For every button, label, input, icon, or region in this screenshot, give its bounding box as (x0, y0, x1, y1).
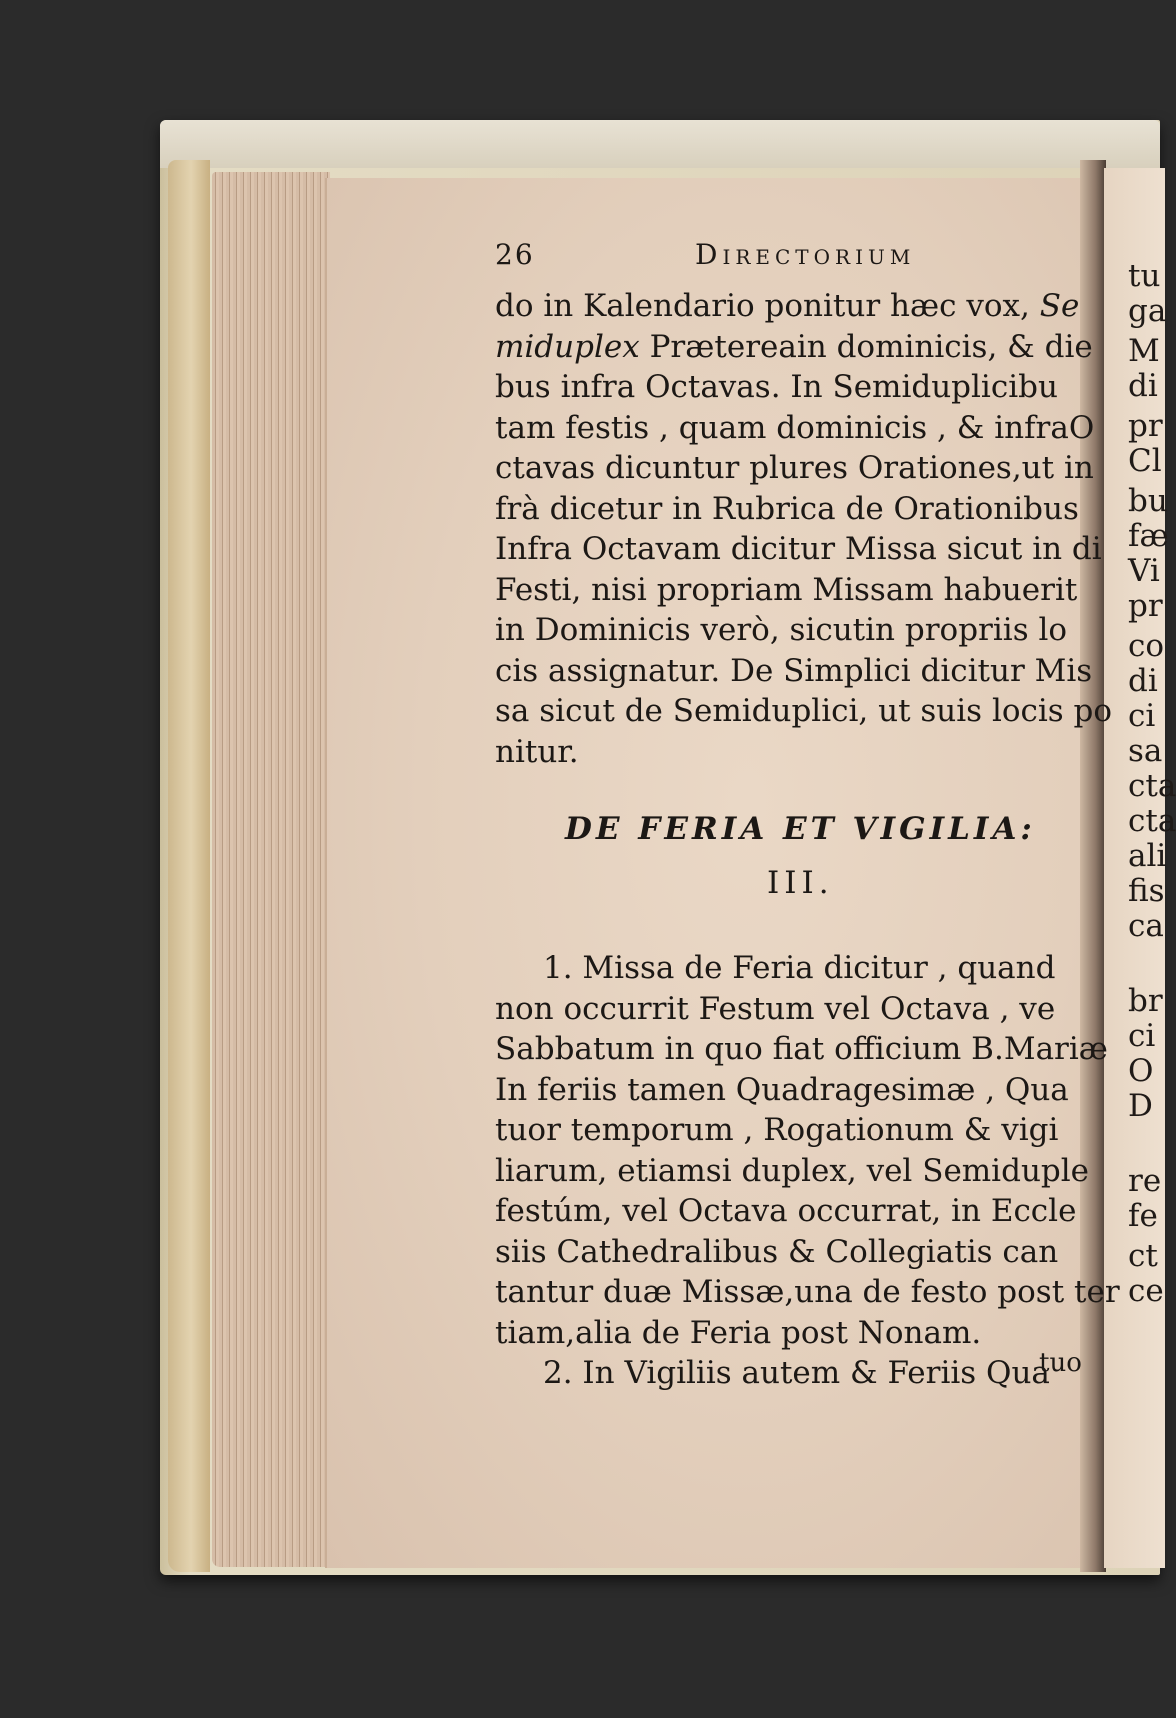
facing-line-fragment: co (1128, 628, 1165, 664)
text-line (495, 1234, 1115, 1270)
facing-line-fragment: D (1128, 1088, 1153, 1124)
facing-line-fragment: sa (1128, 733, 1163, 769)
facing-line-fragment: di (1128, 368, 1158, 404)
facing-line-fragment: br (1128, 983, 1163, 1019)
facing-line-fragment: di (1128, 663, 1158, 699)
text-line (495, 991, 1115, 1027)
facing-line-fragment: O (1128, 1053, 1154, 1089)
line-text: Festi, nisi propriam Missam habuerit (495, 571, 1078, 608)
facing-line-fragment: cta (1128, 768, 1176, 804)
text-line (495, 329, 1115, 365)
line-text: ctavas dicuntur plures Orationes,ut in (495, 450, 1094, 486)
text-line (495, 1031, 1115, 1067)
line-text: 2. In Vigiliis autem & Feriis Qua (543, 1355, 1050, 1391)
line-text: tam festis , quam dominicis , & infraO (495, 409, 1095, 446)
text-line (495, 612, 1115, 648)
italic-word: Se (1039, 288, 1080, 324)
text-line (495, 410, 1115, 446)
page-stack-edges (212, 172, 330, 1567)
facing-line-fragment: fe (1128, 1198, 1158, 1234)
facing-line-fragment: fæ (1128, 518, 1169, 554)
text-line (495, 531, 1115, 567)
text-line (495, 491, 1115, 527)
facing-line-fragment: Cl (1128, 443, 1162, 479)
line-text: nitur. (495, 733, 579, 770)
line-text: festúm, vel Octava occurrat, in Eccle (495, 1193, 1077, 1229)
facing-line-fragment: ci (1128, 698, 1156, 734)
page-number: 26 (495, 238, 535, 271)
line-text: Infra Octavam dicitur Missa sicut in di (495, 531, 1102, 567)
line-text: tantur duæ Missæ,una de festo post ter (495, 1274, 1120, 1310)
catchword: tuo (1039, 1348, 1082, 1378)
facing-line-fragment: pr (1128, 408, 1163, 444)
facing-line-fragment: ca (1128, 908, 1164, 944)
text-line (495, 1112, 1115, 1148)
cover-top-edge (160, 120, 1160, 168)
page-text-block (495, 238, 1120, 1458)
text-line (543, 950, 1163, 986)
facing-line-fragment: bu (1128, 483, 1168, 519)
text-line (495, 450, 1115, 486)
line-text: 1. Missa de Feria dicitur , quand (543, 950, 1056, 986)
text-line (495, 1274, 1120, 1310)
text-line (495, 1072, 1115, 1108)
text-line (495, 1315, 1115, 1351)
line-text: tiam,alia de Feria post Nonam. (495, 1314, 982, 1351)
line-text: siis Cathedralibus & Collegiatis can (495, 1233, 1059, 1270)
section-number: III. (767, 865, 834, 901)
facing-line-fragment: fis (1128, 873, 1165, 909)
text-line (495, 693, 1115, 729)
facing-line-fragment: ali (1128, 838, 1167, 874)
text-line (495, 369, 1115, 405)
line-text: in Dominicis verò, sicutin propriis lo (495, 612, 1068, 648)
facing-line-fragment: ct (1128, 1238, 1158, 1274)
line-text: Prætereain dominicis, & die (639, 328, 1093, 365)
facing-line-fragment: ga (1128, 293, 1167, 329)
line-text: Sabbatum in quo fiat officium B.Mariæ (495, 1031, 1108, 1067)
facing-line-fragment: re (1128, 1163, 1162, 1199)
text-line (495, 1153, 1115, 1189)
facing-line-fragment: ce (1128, 1273, 1164, 1309)
running-head (495, 238, 1080, 278)
text-line (495, 1193, 1115, 1229)
facing-line-fragment: M (1128, 333, 1160, 369)
running-title: Directorium (695, 238, 916, 271)
line-text: In feriis tamen Quadragesimæ , Qua (495, 1071, 1069, 1108)
text-line (495, 653, 1115, 689)
book-spine-edge (168, 160, 210, 1572)
line-text: non occurrit Festum vel Octava , ve (495, 990, 1056, 1027)
line-text: liarum, etiamsi duplex, vel Semiduple (495, 1152, 1090, 1189)
line-text: bus infra Octavas. In Semiduplicibu (495, 369, 1058, 405)
line-text: do in Kalendario ponitur hæc vox, (495, 288, 1040, 324)
line-text: tuor temporum , Rogationum & vigi (495, 1112, 1059, 1148)
facing-line-fragment: Vi (1128, 553, 1160, 589)
line-text: cis assignatur. De Simplici dicitur Mis (495, 652, 1093, 689)
text-line (495, 572, 1115, 608)
text-line (495, 288, 1115, 324)
line-text: sa sicut de Semiduplici, ut suis locis po (495, 693, 1113, 729)
text-line (495, 734, 1115, 770)
section-title: DE FERIA ET VIGILIA: (565, 811, 1036, 847)
facing-line-fragment: cta (1128, 803, 1176, 839)
facing-line-fragment: pr (1128, 588, 1163, 624)
line-text: frà dicetur in Rubrica de Orationibus (495, 490, 1079, 527)
facing-line-fragment: ci (1128, 1018, 1156, 1054)
facing-line-fragment: tu (1128, 258, 1161, 294)
italic-word: miduplex (495, 328, 640, 365)
